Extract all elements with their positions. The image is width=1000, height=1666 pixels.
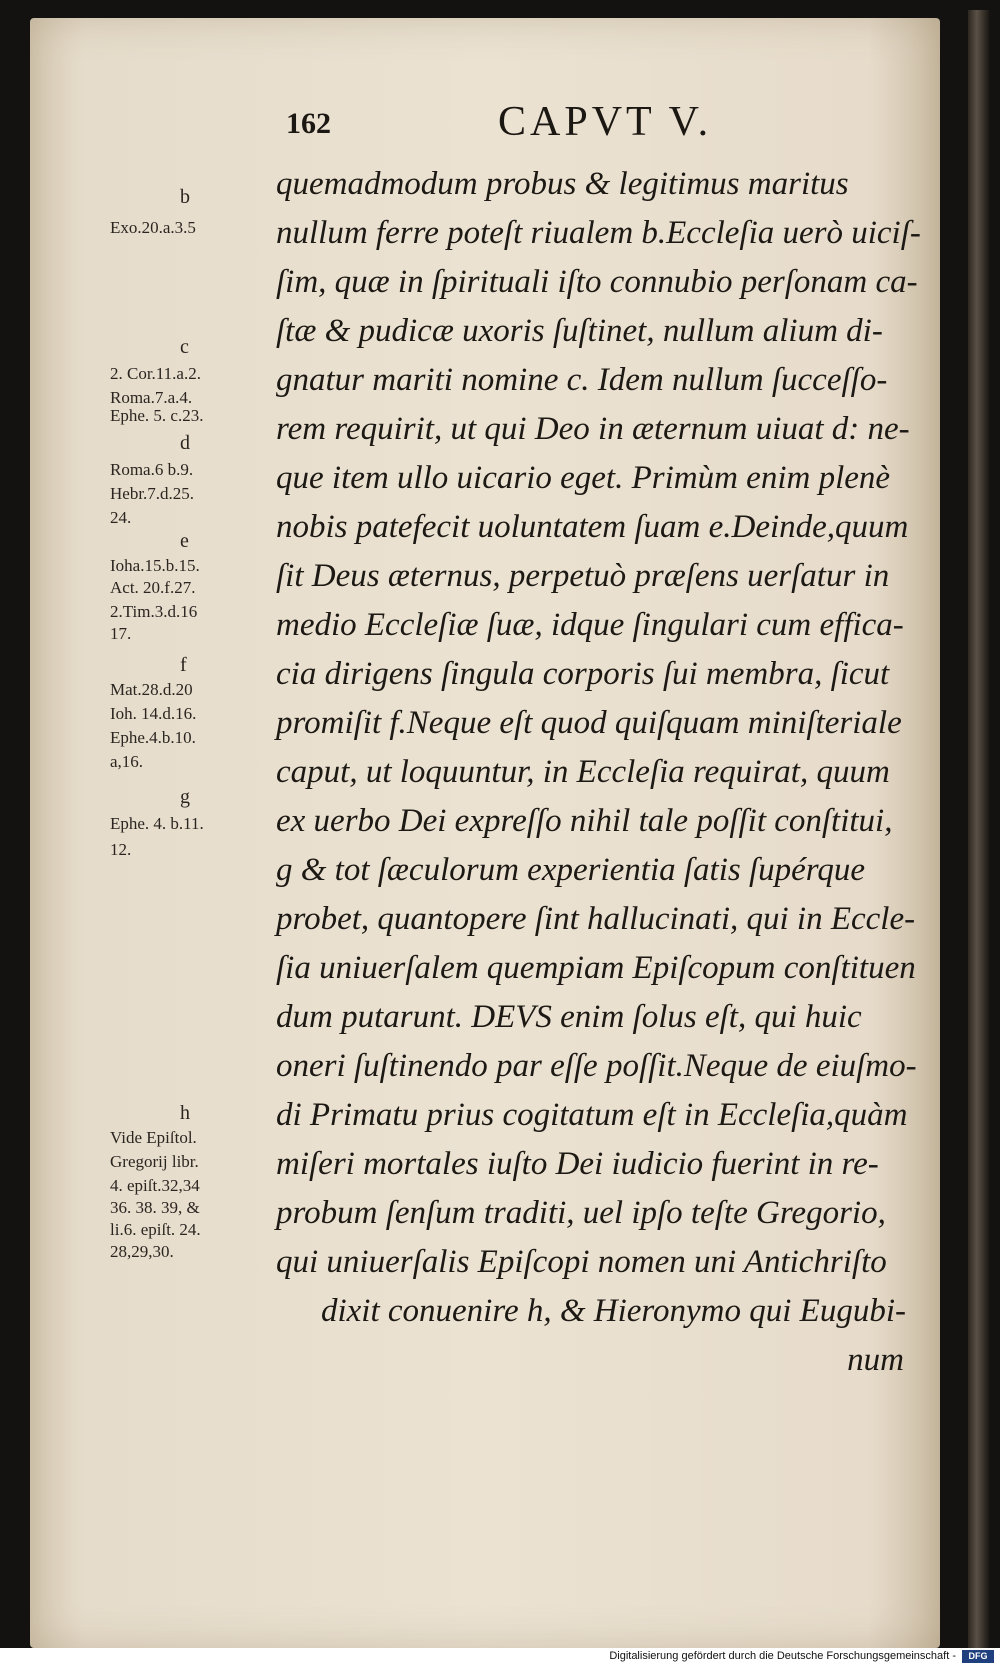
margin-note: Ioha.15.b.15. [110,556,200,575]
text-line: ſit Deus æternus, perpetuò præſens uerſatur in [276,558,890,594]
footer-credit: Digitalisierung gefördert durch die Deutsche Forschungsgemeinschaft - [609,1650,956,1662]
margin-note: 24. [110,508,132,527]
body-text [276,160,956,1385]
margin-note: Mat.28.d.20 [110,680,193,699]
text-line: probum ſenſum traditi, uel ipſo teſte Gregorio, [276,1195,886,1231]
text-line: qui uniuerſalis Epiſcopi nomen uni Antichriſto [276,1244,887,1280]
margin-note: Ioh. 14.d.16. [110,704,197,723]
text-line: cia dirigens ſingula corporis ſui membra, ſicut [276,656,890,692]
text-line: medio Eccleſiæ ſuæ, idque ſingulari cum effica- [276,607,904,643]
book-edge [968,10,990,1650]
margin-note: Roma.6 b.9. [110,460,194,479]
margin-note: 2.Tim.3.d.16 [110,602,198,621]
text-line: dixit conuenire h, & Hieronymo qui Eugubi- [320,1293,906,1329]
margin-note: Hebr.7.d.25. [110,484,195,503]
margin-note: Roma.7.a.4. [110,388,193,407]
margin-note: a,16. [110,752,144,771]
text-line: nullum ferre poteſt riualem b.Eccleſia uerò uiciſ- [276,215,921,251]
text-line: di Primatu prius cogitatum eſt in Eccleſia,quàm [276,1097,908,1133]
margin-note: Vide Epiſtol. [110,1128,197,1147]
margin-note: Ephe. 4. b.11. [110,814,204,833]
text-line: promiſit f.Neque eſt quod quiſquam miniſteriale [276,705,902,741]
note-letter: e [180,530,189,552]
margin-note: 36. 38. 39, & [110,1198,200,1217]
margin-note: 2. Cor.11.a.2. [110,364,201,383]
margin-note: 17. [110,624,132,643]
page-number: 162 [286,107,331,140]
margin-note: 4. epiſt.32,34 [110,1176,200,1195]
margin-note: Ephe.4.b.10. [110,728,196,747]
text-line: quemadmodum probus & legitimus maritus [276,166,849,202]
text-line: rem requirit, ut qui Deo in æternum uiuat d: ne- [276,411,910,447]
text-line: ſia uniuerſalem quempiam Epiſcopum conſtituen [276,950,916,986]
margin-note: Exo.20.a.3.5 [110,218,196,237]
note-letter: f [180,654,187,676]
text-line: oneri ſuſtinendo par eſſe poſſit.Neque de eiuſmo- [276,1048,917,1084]
text-line: ſim, quæ in ſpirituali iſto connubio perſonam ca- [276,264,918,300]
text-line: g & tot ſæculorum experientia ſatis ſupérque [276,852,866,888]
text-line: que item ullo uicario eget. Primùm enim plenè [276,460,891,496]
text-line: nobis patefecit uoluntatem ſuam e.Deinde,quum [276,509,909,545]
note-letter: h [180,1102,190,1124]
margin-note: 12. [110,840,132,859]
note-letter: d [180,432,190,454]
margin-note: Gregorij libr. [110,1152,199,1171]
dfg-logo: DFG [962,1650,994,1663]
margin-note: Ephe. 5. c.23. [110,406,204,425]
text-line: probet, quantopere ſint hallucinati, qui in Eccle- [276,901,916,937]
note-letter: c [180,336,189,358]
text-line: dum putarunt. DEVS enim ſolus eſt, qui huic [276,999,862,1035]
text-line: ex uerbo Dei expreſſo nihil tale poſſit conſtitui, [276,803,893,839]
text-line: caput, ut loquuntur, in Eccleſia requirat, quum [276,754,890,790]
margin-note: li.6. epiſt. 24. [110,1220,201,1239]
text-line: gnatur mariti nomine c. Idem nullum ſucceſſo- [276,362,888,398]
note-letter: b [180,186,190,208]
running-head: CAPVT V. [498,99,713,145]
text-line: ſtæ & pudicæ uxoris ſuſtinet, nullum alium di- [276,313,883,349]
text-line: miſeri mortales iuſto Dei iudicio fuerint in re- [276,1146,879,1182]
margin-note: 28,29,30. [110,1242,174,1261]
note-letter: g [180,786,190,808]
margin-note: Act. 20.f.27. [110,578,196,597]
catchword: num [847,1342,904,1378]
